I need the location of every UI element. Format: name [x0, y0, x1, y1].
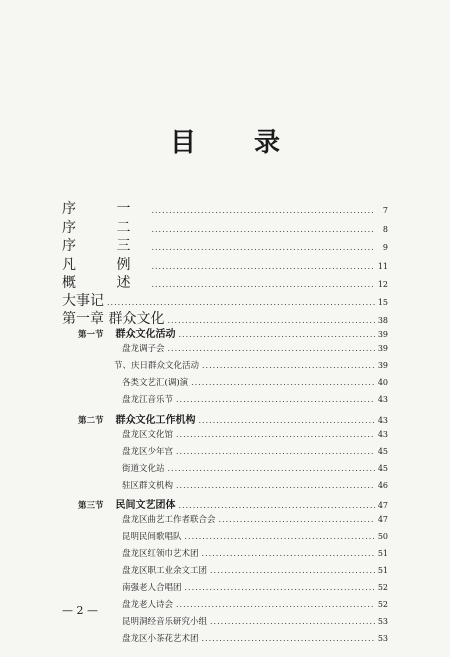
toc-entry-page: 39 — [377, 330, 388, 339]
toc-entry-page: 53 — [377, 617, 388, 626]
leader-dots — [185, 532, 375, 541]
toc-entry-page: 39 — [377, 361, 388, 370]
leader-dots — [210, 566, 375, 575]
toc-entry-label: 盘龙老人诗会 — [122, 600, 174, 610]
toc-entry-guide[interactable] — [62, 254, 388, 274]
toc-entry-page: 39 — [377, 344, 388, 353]
toc-entry-label: 各类文艺汇(调)演 — [122, 378, 189, 388]
toc-entry-overview[interactable] — [62, 272, 388, 292]
toc-entry-label: 昆明洞经音乐研究小组 — [122, 617, 208, 627]
toc-entry-item[interactable] — [122, 479, 388, 491]
toc-entry-label: 第一章 群众文化 — [62, 311, 165, 327]
toc-entry-page: 7 — [382, 206, 388, 215]
leader-dots — [151, 280, 374, 289]
leader-dots — [151, 225, 375, 234]
leader-dots — [151, 206, 375, 215]
toc-entry-item[interactable] — [122, 342, 388, 354]
toc-entry-label: 盘龙区文化馆 — [122, 430, 174, 440]
toc-entry-label: 民间文艺团体 — [115, 500, 176, 511]
toc-entry-item[interactable] — [122, 513, 388, 525]
toc-entry-label: 街道文化站 — [122, 464, 165, 474]
title-char-2: 录 — [254, 128, 281, 158]
toc-entry-label: 盘龙区曲艺工作者联合会 — [122, 515, 216, 525]
toc-entry-page: 11 — [377, 262, 388, 271]
toc-entry-item[interactable] — [122, 376, 388, 388]
toc-entry-item[interactable] — [114, 359, 388, 371]
toc-entry-item[interactable] — [122, 632, 388, 644]
leader-dots — [151, 243, 375, 252]
toc-entry-label: 南强老人合唱团 — [122, 583, 182, 593]
toc-entry-page: 8 — [382, 225, 388, 234]
toc-entry-page: 50 — [377, 532, 388, 541]
leader-dots — [176, 447, 375, 456]
toc-entry-preface-2[interactable] — [62, 217, 388, 237]
toc-entry-label: 昆明民间歌唱队 — [122, 532, 182, 542]
toc-entry-label: 凡 例 — [62, 257, 149, 273]
toc-entry-label: 驻区群文机构 — [122, 481, 174, 491]
toc-entry-page: 51 — [377, 566, 388, 575]
toc-entry-page: 12 — [377, 280, 388, 289]
leader-dots — [219, 515, 375, 524]
toc-entry-item[interactable] — [122, 428, 388, 440]
toc-entry-label: 大事记 — [62, 293, 104, 309]
leader-dots — [176, 600, 375, 609]
toc-entry-label: 序 三 — [62, 238, 149, 254]
toc-entry-page: 15 — [377, 298, 388, 307]
toc-entry-preface-3[interactable] — [62, 235, 388, 255]
toc-entry-section-1[interactable] — [78, 325, 388, 340]
leader-dots — [167, 316, 374, 325]
leader-dots — [185, 583, 375, 592]
leader-dots — [168, 464, 375, 473]
toc-entry-section-3[interactable] — [78, 496, 388, 511]
leader-dots — [191, 378, 375, 387]
toc-entry-page: 53 — [377, 634, 388, 643]
leader-dots — [202, 634, 375, 643]
toc-entry-label: 概 述 — [62, 275, 149, 291]
leader-dots — [210, 617, 375, 626]
toc-entry-label: 盘龙调子会 — [122, 344, 165, 354]
toc-entry-preface-1[interactable] — [62, 198, 388, 218]
toc-entry-label: 盘龙区职工业余文工团 — [122, 566, 208, 576]
toc-entry-page: 52 — [377, 583, 388, 592]
toc-entry-label: 序 一 — [62, 201, 149, 217]
toc-entry-chronicle[interactable] — [62, 290, 388, 310]
leader-dots — [179, 501, 375, 510]
toc-entry-section-2[interactable] — [78, 411, 388, 426]
toc-entry-item[interactable] — [122, 615, 388, 627]
section-number: 第三节 — [78, 501, 104, 511]
toc-entry-page: 47 — [377, 501, 388, 510]
leader-dots — [107, 298, 375, 307]
toc-entry-label: 群众文化工作机构 — [115, 415, 196, 426]
title-char-1: 目 — [169, 128, 196, 158]
toc-entry-page: 47 — [377, 515, 388, 524]
toc-entry-label: 盘龙区少年宫 — [122, 447, 174, 457]
toc-entry-label: 盘龙江音乐节 — [122, 395, 174, 405]
toc-entry-item[interactable] — [122, 445, 388, 457]
toc-entry-item[interactable] — [122, 462, 388, 474]
section-number: 第二节 — [78, 416, 104, 426]
leader-dots — [202, 549, 375, 558]
toc-entry-page: 9 — [382, 243, 388, 252]
toc-entry-page: 43 — [377, 430, 388, 439]
toc-entry-page: 43 — [377, 395, 388, 404]
leader-dots — [176, 430, 375, 439]
toc-entry-page: 52 — [377, 600, 388, 609]
toc-entry-page: 46 — [377, 481, 388, 490]
toc-entry-label: 群众文化活动 — [115, 329, 176, 340]
leader-dots — [199, 416, 375, 425]
toc-entry-label: 盘龙区小茶花艺术团 — [122, 634, 199, 644]
leader-dots — [179, 330, 375, 339]
toc-entry-item[interactable] — [122, 393, 388, 405]
leader-dots — [202, 361, 375, 370]
leader-dots — [151, 262, 374, 271]
toc-entry-label: 盘龙区红领巾艺术团 — [122, 549, 199, 559]
toc-entry-item[interactable] — [122, 564, 388, 576]
toc-entry-item[interactable] — [122, 530, 388, 542]
toc-entry-page: 43 — [377, 416, 388, 425]
toc-entry-page: 45 — [377, 447, 388, 456]
toc-entry-item[interactable] — [122, 581, 388, 593]
toc-entry-page: 38 — [377, 316, 388, 325]
toc-entry-page: 51 — [377, 549, 388, 558]
section-number: 第一节 — [78, 330, 104, 340]
leader-dots — [176, 481, 375, 490]
toc-entry-item[interactable] — [122, 547, 388, 559]
toc-entry-label: 序 二 — [62, 220, 149, 236]
page-number-footer: — 2 — — [62, 604, 98, 617]
toc-entry-page: 45 — [377, 464, 388, 473]
toc-entry-label: 节、庆日群众文化活动 — [114, 361, 200, 371]
leader-dots — [168, 344, 375, 353]
toc-entry-item[interactable] — [122, 598, 388, 610]
toc-entry-page: 40 — [377, 378, 388, 387]
page-title — [0, 122, 450, 159]
leader-dots — [176, 395, 375, 404]
